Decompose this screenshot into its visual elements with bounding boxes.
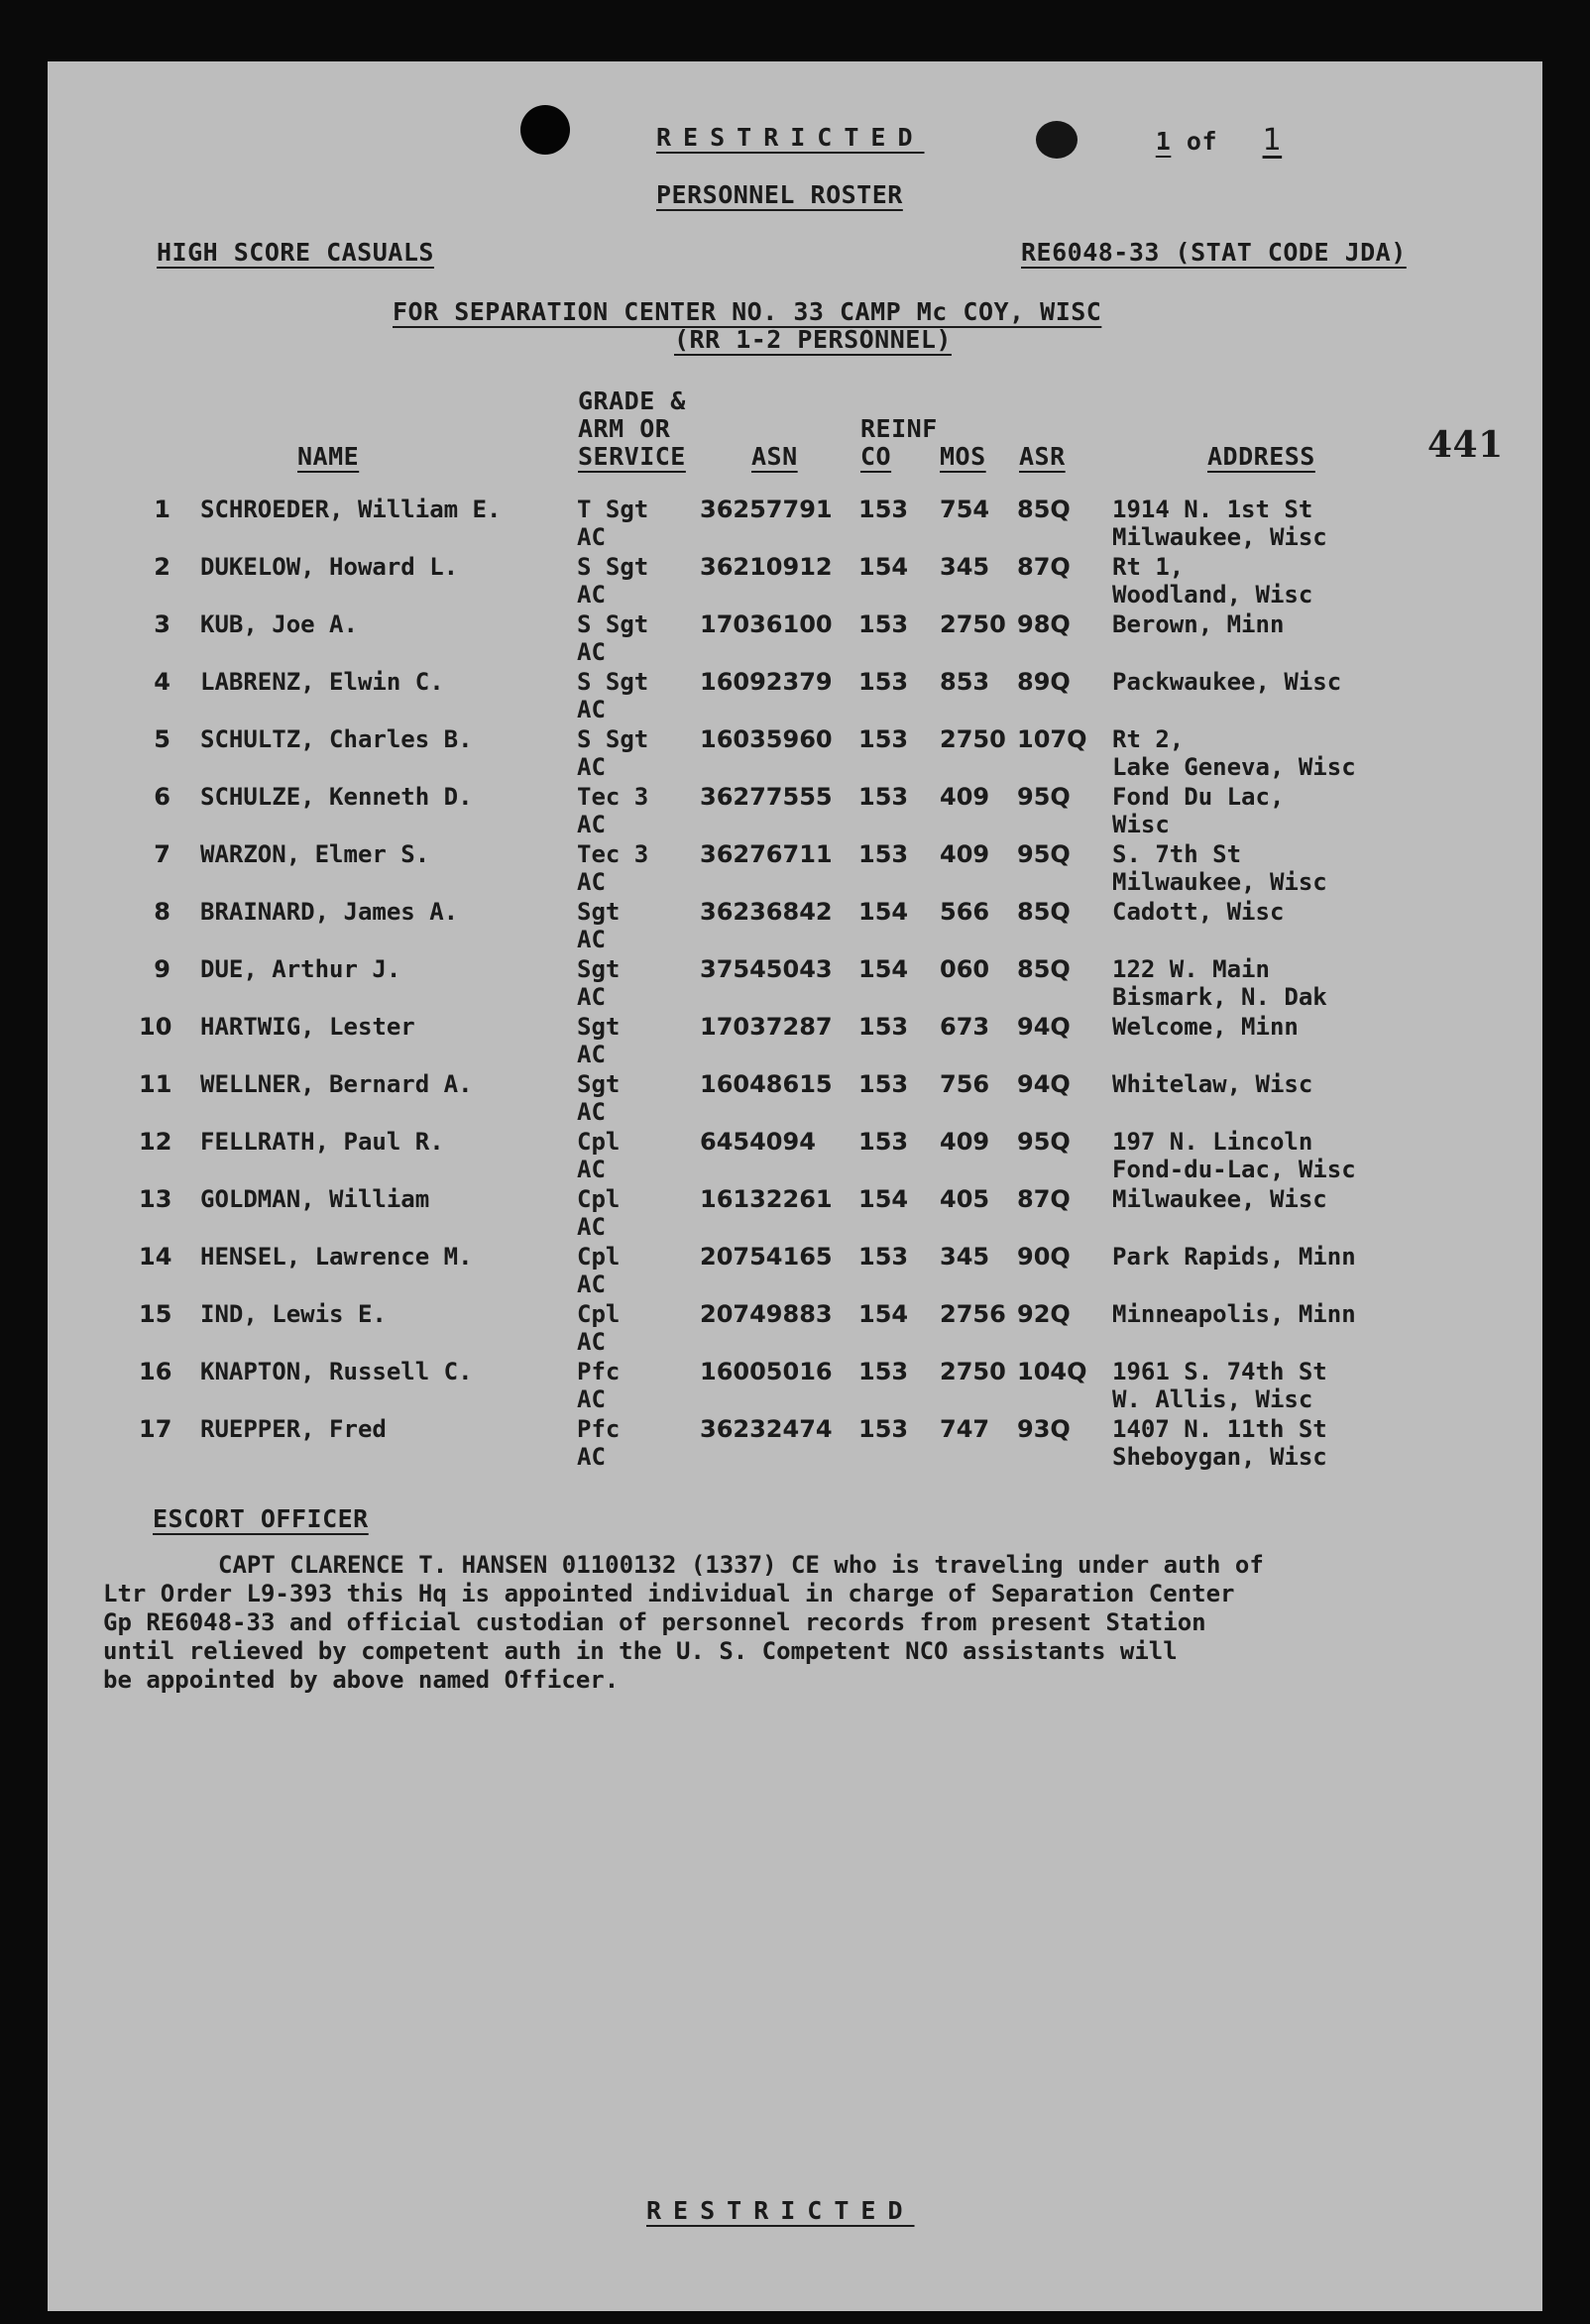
row-grade: T Sgt (577, 496, 649, 523)
row-mos: 2750 (940, 725, 1006, 753)
col-asn: ASN (751, 442, 798, 471)
table-row (0, 898, 1495, 955)
row-addr1: Packwaukee, Wisc (1112, 668, 1342, 696)
row-asr: 85Q (1017, 898, 1071, 926)
row-addr1: Rt 1, (1112, 553, 1185, 581)
row-arm: AC (577, 1443, 606, 1471)
row-mos: 754 (940, 496, 990, 523)
table-row (0, 1415, 1495, 1473)
row-grade: Tec 3 (577, 840, 649, 868)
row-co: 153 (858, 840, 909, 868)
row-asn: 36236842 (700, 898, 833, 926)
row-num: 5 (154, 725, 170, 753)
row-num: 1 (154, 496, 170, 523)
row-mos: 673 (940, 1013, 990, 1041)
group-code: RE6048-33 (STAT CODE JDA) (1021, 238, 1407, 267)
row-asn: 16048615 (700, 1070, 833, 1098)
escort-line: Ltr Order L9-393 this Hq is appointed individual in charge of Separation Center (103, 1580, 1235, 1607)
row-arm: AC (577, 1213, 606, 1241)
punch-hole (520, 105, 570, 155)
row-name: LABRENZ, Elwin C. (200, 668, 444, 696)
row-mos: 345 (940, 1243, 990, 1271)
row-mos: 756 (940, 1070, 990, 1098)
row-addr1: Rt 2, (1112, 725, 1185, 753)
row-co: 153 (858, 725, 909, 753)
document-title: PERSONNEL ROSTER (656, 180, 903, 209)
row-grade: S Sgt (577, 553, 649, 581)
row-addr1: 122 W. Main (1112, 955, 1270, 983)
table-row (0, 610, 1495, 668)
row-num: 15 (139, 1300, 172, 1328)
table-row (0, 1013, 1495, 1070)
col-grade-1: GRADE & (578, 387, 686, 415)
row-co: 153 (858, 1128, 909, 1156)
row-asn: 20754165 (700, 1243, 833, 1271)
col-mos: MOS (940, 442, 986, 471)
table-row (0, 1128, 1495, 1185)
col-address: ADDRESS (1207, 442, 1315, 471)
row-asn: 36257791 (700, 496, 833, 523)
row-name: FELLRATH, Paul R. (200, 1128, 444, 1156)
row-addr2: Woodland, Wisc (1112, 581, 1313, 609)
row-addr1: Welcome, Minn (1112, 1013, 1299, 1041)
table-row (0, 553, 1495, 610)
row-grade: Sgt (577, 1013, 621, 1041)
row-arm: AC (577, 1156, 606, 1183)
row-mos: 853 (940, 668, 990, 696)
row-name: KUB, Joe A. (200, 610, 358, 638)
table-row (0, 1070, 1495, 1128)
row-name: WARZON, Elmer S. (200, 840, 430, 868)
row-addr1: 197 N. Lincoln (1112, 1128, 1313, 1156)
row-arm: AC (577, 696, 606, 723)
row-asn: 36210912 (700, 553, 833, 581)
row-addr2: Fond-du-Lac, Wisc (1112, 1156, 1356, 1183)
row-asr: 107Q (1017, 725, 1087, 753)
col-asr: ASR (1019, 442, 1066, 471)
row-num: 14 (139, 1243, 172, 1271)
row-asn: 20749883 (700, 1300, 833, 1328)
separation-center-line: FOR SEPARATION CENTER NO. 33 CAMP Mc COY, WISC (393, 297, 1102, 326)
row-arm: AC (577, 983, 606, 1011)
row-co: 153 (858, 1070, 909, 1098)
table-row (0, 1358, 1495, 1415)
row-asn: 16035960 (700, 725, 833, 753)
escort-line: CAPT CLARENCE T. HANSEN 01100132 (1337) CE who is traveling under auth of (218, 1551, 1264, 1579)
row-co: 154 (858, 553, 909, 581)
col-reinf: REINF (860, 414, 938, 443)
row-grade: Sgt (577, 898, 621, 926)
row-addr2: W. Allis, Wisc (1112, 1385, 1313, 1413)
row-asr: 90Q (1017, 1243, 1071, 1271)
row-asr: 94Q (1017, 1013, 1071, 1041)
row-addr2: Lake Geneva, Wisc (1112, 753, 1356, 781)
row-co: 154 (858, 1185, 909, 1213)
page-stamp: 441 (1427, 424, 1504, 466)
row-asr: 87Q (1017, 553, 1071, 581)
row-grade: Pfc (577, 1415, 621, 1443)
row-asr: 93Q (1017, 1415, 1071, 1443)
row-asr: 94Q (1017, 1070, 1071, 1098)
row-num: 13 (139, 1185, 172, 1213)
row-num: 8 (154, 898, 170, 926)
table-row (0, 725, 1495, 783)
row-asn: 6454094 (700, 1128, 816, 1156)
escort-line: be appointed by above named Officer. (103, 1666, 620, 1694)
row-asn: 36232474 (700, 1415, 833, 1443)
row-name: BRAINARD, James A. (200, 898, 459, 926)
row-grade: S Sgt (577, 725, 649, 753)
row-arm: AC (577, 523, 606, 551)
row-mos: 345 (940, 553, 990, 581)
row-grade: Cpl (577, 1300, 621, 1328)
row-mos: 060 (940, 955, 990, 983)
table-row (0, 783, 1495, 840)
row-grade: Cpl (577, 1185, 621, 1213)
row-name: SCHROEDER, William E. (200, 496, 502, 523)
row-asr: 95Q (1017, 783, 1071, 811)
row-grade: Sgt (577, 1070, 621, 1098)
row-asn: 16005016 (700, 1358, 833, 1385)
row-grade: Cpl (577, 1128, 621, 1156)
row-num: 11 (139, 1070, 172, 1098)
row-addr1: Milwaukee, Wisc (1112, 1185, 1327, 1213)
row-mos: 409 (940, 840, 990, 868)
row-co: 153 (858, 610, 909, 638)
row-co: 154 (858, 898, 909, 926)
row-mos: 409 (940, 1128, 990, 1156)
row-mos: 405 (940, 1185, 990, 1213)
table-row (0, 1300, 1495, 1358)
row-grade: Sgt (577, 955, 621, 983)
row-asr: 89Q (1017, 668, 1071, 696)
row-name: DUKELOW, Howard L. (200, 553, 459, 581)
row-addr1: 1961 S. 74th St (1112, 1358, 1327, 1385)
row-name: SCHULZE, Kenneth D. (200, 783, 473, 811)
row-asr: 95Q (1017, 840, 1071, 868)
row-asr: 87Q (1017, 1185, 1071, 1213)
row-grade: Pfc (577, 1358, 621, 1385)
personnel-line: (RR 1-2 PERSONNEL) (674, 325, 952, 354)
row-arm: AC (577, 1328, 606, 1356)
row-asn: 17036100 (700, 610, 833, 638)
row-num: 9 (154, 955, 170, 983)
page-number-label (1079, 123, 1311, 158)
row-mos: 2756 (940, 1300, 1006, 1328)
row-co: 153 (858, 496, 909, 523)
row-addr1: Minneapolis, Minn (1112, 1300, 1356, 1328)
row-name: KNAPTON, Russell C. (200, 1358, 473, 1385)
row-co: 154 (858, 1300, 909, 1328)
row-addr2: Wisc (1112, 811, 1170, 838)
row-addr1: Whitelaw, Wisc (1112, 1070, 1313, 1098)
row-num: 17 (139, 1415, 172, 1443)
col-grade-3: SERVICE (578, 442, 686, 471)
row-mos: 747 (940, 1415, 990, 1443)
row-asn: 37545043 (700, 955, 833, 983)
row-addr2: Milwaukee, Wisc (1112, 523, 1327, 551)
row-asn: 17037287 (700, 1013, 833, 1041)
row-arm: AC (577, 1385, 606, 1413)
row-asn: 36276711 (700, 840, 833, 868)
row-co: 153 (858, 668, 909, 696)
table-row (0, 668, 1495, 725)
row-name: HENSEL, Lawrence M. (200, 1243, 473, 1271)
table-row (0, 496, 1495, 553)
row-addr1: Park Rapids, Minn (1112, 1243, 1356, 1271)
row-addr2: Sheboygan, Wisc (1112, 1443, 1327, 1471)
col-co: CO (860, 442, 892, 471)
row-addr1: Cadott, Wisc (1112, 898, 1285, 926)
row-addr1: Berown, Minn (1112, 610, 1285, 638)
row-num: 12 (139, 1128, 172, 1156)
row-arm: AC (577, 868, 606, 896)
row-co: 153 (858, 783, 909, 811)
row-grade: Cpl (577, 1243, 621, 1271)
group-name: HIGH SCORE CASUALS (157, 238, 434, 267)
row-arm: AC (577, 753, 606, 781)
row-addr2: Bismark, N. Dak (1112, 983, 1327, 1011)
table-row (0, 840, 1495, 898)
row-addr1: 1407 N. 11th St (1112, 1415, 1327, 1443)
escort-heading: ESCORT OFFICER (153, 1504, 369, 1533)
row-asr: 85Q (1017, 955, 1071, 983)
row-co: 154 (858, 955, 909, 983)
row-asn: 16132261 (700, 1185, 833, 1213)
row-arm: AC (577, 1098, 606, 1126)
row-mos: 2750 (940, 610, 1006, 638)
ink-blot (1036, 121, 1078, 159)
row-mos: 566 (940, 898, 990, 926)
row-name: GOLDMAN, William (200, 1185, 430, 1213)
row-co: 153 (858, 1243, 909, 1271)
table-row (0, 1243, 1495, 1300)
row-addr1: Fond Du Lac, (1112, 783, 1285, 811)
table-row (0, 1185, 1495, 1243)
row-num: 4 (154, 668, 170, 696)
row-num: 10 (139, 1013, 172, 1041)
row-grade: Tec 3 (577, 783, 649, 811)
row-num: 2 (154, 553, 170, 581)
escort-line: Gp RE6048-33 and official custodian of personnel records from present Station (103, 1608, 1206, 1636)
row-name: DUE, Arthur J. (200, 955, 401, 983)
page-total: 1 (1262, 123, 1283, 158)
row-num: 6 (154, 783, 170, 811)
row-co: 153 (858, 1013, 909, 1041)
row-name: IND, Lewis E. (200, 1300, 387, 1328)
row-arm: AC (577, 1271, 606, 1298)
col-name: NAME (297, 442, 360, 471)
row-asr: 92Q (1017, 1300, 1071, 1328)
restricted-bottom: RESTRICTED (646, 2196, 915, 2225)
row-arm: AC (577, 638, 606, 666)
row-asn: 36277555 (700, 783, 833, 811)
row-asr: 85Q (1017, 496, 1071, 523)
page-of: of (1186, 127, 1218, 156)
page-number: 1 (1155, 127, 1172, 156)
restricted-top: RESTRICTED (656, 123, 925, 152)
row-arm: AC (577, 926, 606, 953)
row-asr: 95Q (1017, 1128, 1071, 1156)
row-arm: AC (577, 581, 606, 609)
row-co: 153 (858, 1415, 909, 1443)
row-num: 7 (154, 840, 170, 868)
col-grade-2: ARM OR (578, 414, 671, 443)
row-grade: S Sgt (577, 668, 649, 696)
row-mos: 2750 (940, 1358, 1006, 1385)
row-asr: 98Q (1017, 610, 1071, 638)
row-arm: AC (577, 1041, 606, 1068)
escort-line: until relieved by competent auth in the U. S. Competent NCO assistants will (103, 1637, 1178, 1665)
row-addr2: Milwaukee, Wisc (1112, 868, 1327, 896)
row-num: 3 (154, 610, 170, 638)
row-name: WELLNER, Bernard A. (200, 1070, 473, 1098)
page-word (1079, 127, 1140, 156)
row-num: 16 (139, 1358, 172, 1385)
row-arm: AC (577, 811, 606, 838)
escort-paragraph (103, 1551, 1412, 1695)
row-addr1: S. 7th St (1112, 840, 1242, 868)
table-row (0, 955, 1495, 1013)
row-addr1: 1914 N. 1st St (1112, 496, 1313, 523)
row-mos: 409 (940, 783, 990, 811)
row-name: SCHULTZ, Charles B. (200, 725, 473, 753)
row-co: 153 (858, 1358, 909, 1385)
row-name: RUEPPER, Fred (200, 1415, 387, 1443)
row-name: HARTWIG, Lester (200, 1013, 415, 1041)
row-grade: S Sgt (577, 610, 649, 638)
row-asn: 16092379 (700, 668, 833, 696)
row-asr: 104Q (1017, 1358, 1087, 1385)
